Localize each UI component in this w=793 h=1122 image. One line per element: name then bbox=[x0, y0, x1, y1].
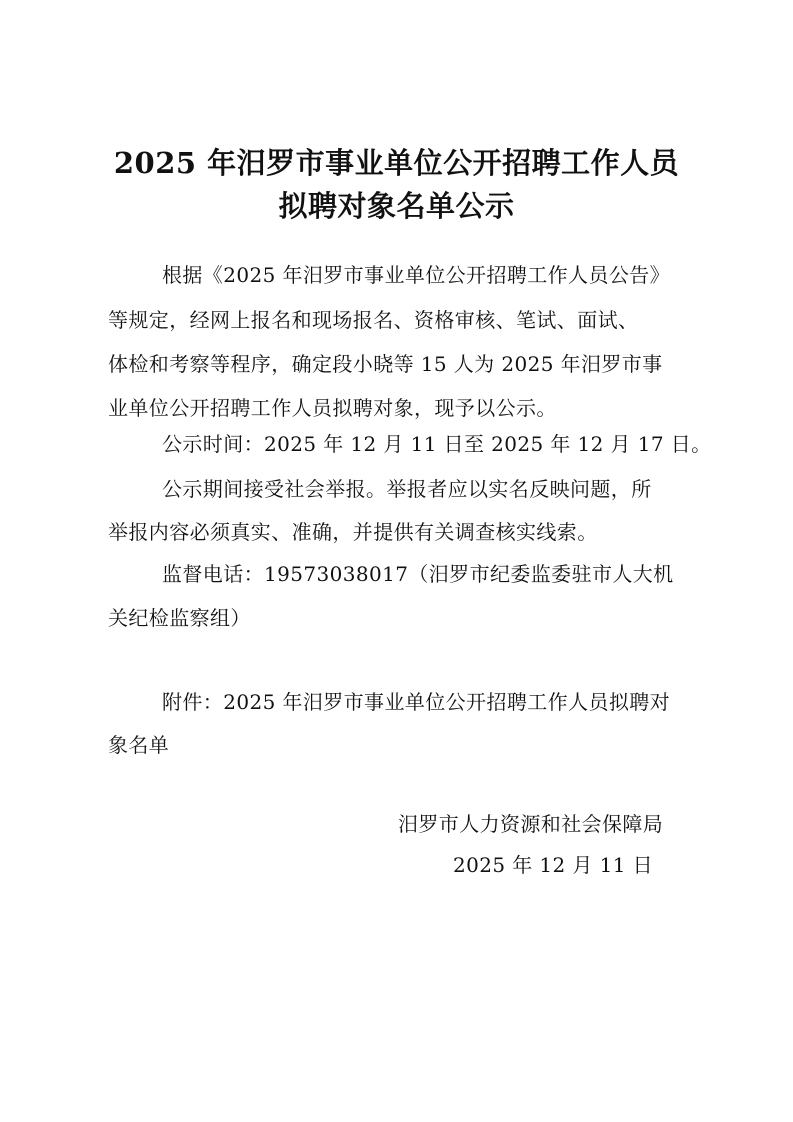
paragraph-line: 公示时间：2025 年 12 月 11 日至 2025 年 12 月 17 日。 bbox=[162, 432, 712, 456]
document-title-line-1: 2025 年汨罗市事业单位公开招聘工作人员 bbox=[113, 146, 680, 180]
document-title-line-2: 拟聘对象名单公示 bbox=[278, 189, 515, 223]
issuer-name: 汨罗市人力资源和社会保障局 bbox=[398, 812, 664, 836]
paragraph-line: 举报内容必须真实、准确，并提供有关调查核实线索。 bbox=[108, 520, 598, 544]
paragraph-line: 等规定，经网上报名和现场报名、资格审核、笔试、面试、 bbox=[108, 308, 639, 332]
paragraph-line: 公示期间接受社会举报。举报者应以实名反映问题，所 bbox=[162, 477, 652, 501]
paragraph-line: 体检和考察等程序，确定段小晓等 15 人为 2025 年汨罗市事 bbox=[108, 352, 663, 376]
paragraph-line: 监督电话：19573038017（汨罗市纪委监委驻市人大机 bbox=[162, 562, 674, 586]
attachment-line: 附件：2025 年汨罗市事业单位公开招聘工作人员拟聘对 bbox=[162, 690, 671, 714]
paragraph-line: 业单位公开招聘工作人员拟聘对象，现予以公示。 bbox=[108, 396, 557, 420]
paragraph-line: 关纪检监察组） bbox=[108, 606, 251, 630]
issue-date: 2025 年 12 月 11 日 bbox=[453, 853, 653, 877]
attachment-line: 象名单 bbox=[108, 733, 170, 757]
paragraph-line: 根据《2025 年汨罗市事业单位公开招聘工作人员公告》 bbox=[162, 263, 671, 287]
